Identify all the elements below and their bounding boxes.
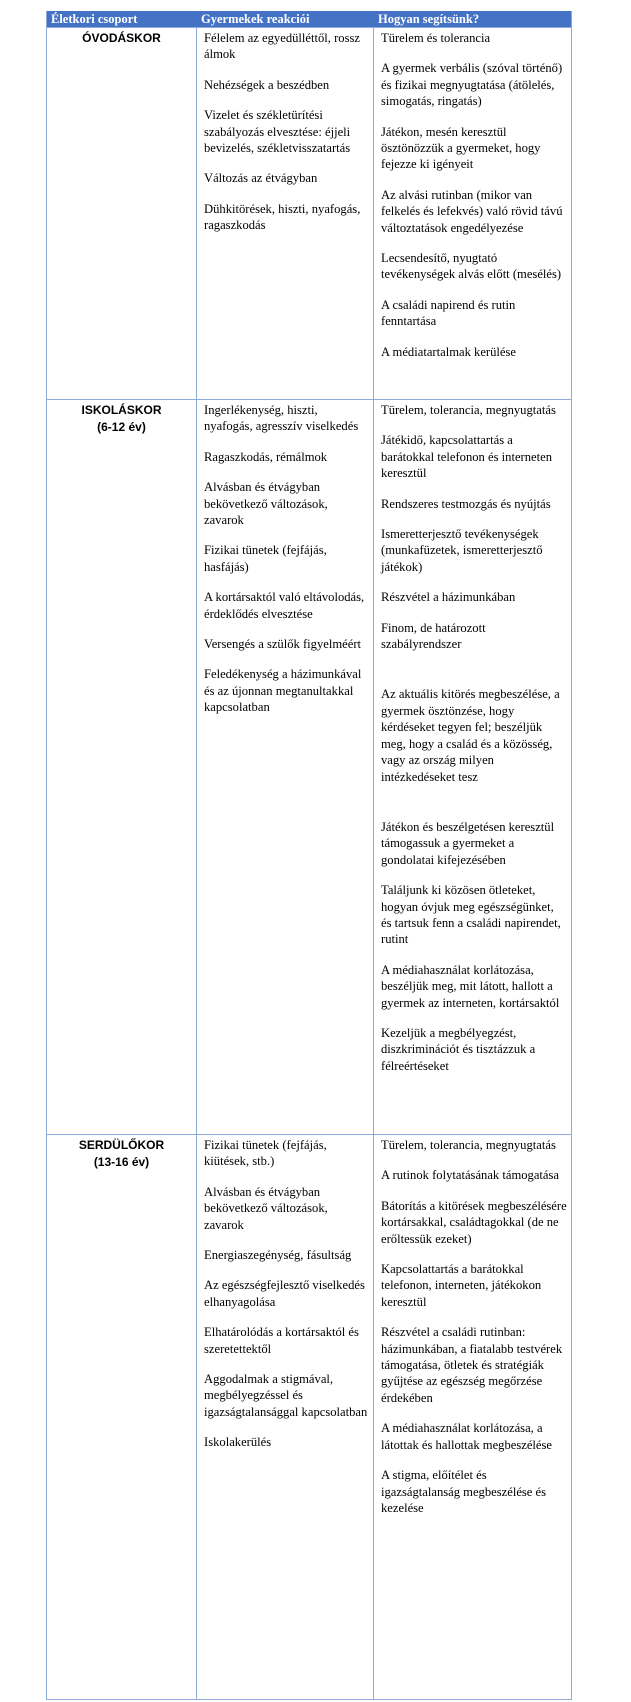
help-item: Az aktuális kitörés megbeszélése, a gyermek ösztönzése, hogy kérdéseket tegyen fel; beszéljük meg, hogy a család és a közösség, vagy az ország milyen intézkedéseket tesz (381, 687, 560, 784)
help-item: A médiahasználat korlátozása, a látottak és hallottak megbeszélése (381, 1421, 552, 1452)
age-range-label: (6-12 év) (97, 420, 146, 434)
help-item: A médiatartalmak kerülése (381, 344, 516, 359)
help-item: A gyermek verbális (szóval történő) és fizikai megnyugtatása (átölelés, simogatás, ringatás) (381, 61, 563, 109)
help-item: Játékon és beszélgetésen keresztül támogassuk a gyermeket a gondolatai kifejezésében (381, 819, 555, 867)
table-row-preschool (47, 27, 571, 399)
table-header (47, 11, 571, 27)
help-item: A médiahasználat korlátozása, beszéljük meg, mit látott, hallott a gyermek az interneten, kortársaktól (381, 962, 560, 1010)
header-children-reactions: Gyermekek reakciói (201, 12, 310, 26)
reactions-cell (197, 400, 374, 1134)
coping-guide-table (46, 11, 572, 1700)
help-item: Türelem, tolerancia, megnyugtatás (381, 1138, 556, 1152)
help-item: Részvétel a házimunkában (381, 590, 516, 605)
help-item: Türelem és tolerancia (381, 31, 491, 45)
age-group-label: SERDÜLŐKOR (78, 1138, 165, 1152)
age-range-label: (13-16 év) (93, 1155, 150, 1169)
age-group-label: ÓVODÁSKOR (82, 31, 161, 45)
help-item: Játékon, mesén keresztül ösztönözzük a gyermeket, hogy fejezze ki igényeit (381, 124, 541, 172)
reaction-item: Dühkitörések, hiszti, nyafogás, ragaszkodás (204, 201, 361, 233)
help-item: A családi napirend és rutin fenntartása (381, 297, 516, 329)
reaction-item: Feledékenység a házimunkával és az újonnan megtanultakkal kapcsolatban (204, 667, 362, 715)
table-row-adolescence (47, 1134, 571, 1699)
help-item: Az alvási rutinban (mikor van felkelés és lefekvés) való rövid távú változtatások engedélyezése (381, 187, 563, 235)
reaction-item: Változás az étvágyban (204, 171, 318, 186)
help-item: Lecsendesítő, nyugtató tevékenységek alvás előtt (mesélés) (381, 251, 562, 282)
reaction-item: Ingerlékenység, hiszti, nyafogás, agresszív viselkedés (204, 403, 359, 434)
reaction-item: Vizelet és székletürítési szabályozás elvesztése: éjjeli bevizelés, székletvisszatartás (204, 108, 351, 156)
reaction-item: Elhatárolódás a kortársaktól és szeretettektől (204, 1325, 359, 1356)
reaction-item: Alvásban és étvágyban bekövetkező változások, zavarok (204, 1184, 328, 1232)
reaction-item: Fizikai tünetek (fejfájás, kiütések, stb.) (204, 1138, 327, 1169)
reaction-item: Fizikai tünetek (fejfájás, hasfájás) (204, 543, 327, 574)
reaction-item: Az egészségfejlesztő viselkedés elhanyagolása (204, 1278, 365, 1309)
reaction-item: Versengés a szülők figyelméért (204, 637, 362, 652)
help-item: Játékidő, kapcsolattartás a barátokkal telefonon és interneten keresztül (381, 433, 552, 481)
reaction-item: Aggodalmak a stigmával, megbélyegzéssel és igazságtalansággal kapcsolatban (204, 1372, 368, 1419)
help-cell (374, 400, 571, 1134)
header-how-to-help: Hogyan segítsünk? (378, 12, 480, 26)
help-item: Kezeljük a megbélyegzést, diszkriminációt és tisztázzuk a félreértéseket (381, 1025, 536, 1073)
help-item: A rutinok folytatásának támogatása (381, 1168, 560, 1183)
help-item: Finom, de határozott szabályrendszer (381, 620, 486, 652)
reaction-item: A kortársaktól való eltávolodás, érdeklődés elvesztése (204, 590, 365, 621)
help-cell (374, 1135, 571, 1699)
reaction-item: Félelem az egyedülléttől, rossz álmok (204, 31, 360, 62)
reaction-item: Ragaszkodás, rémálmok (204, 449, 328, 464)
table-row-school-age (47, 399, 571, 1134)
help-item: Ismeretterjesztő tevékenységek (munkafüzetek, ismeretterjesztő játékok) (381, 527, 543, 574)
help-item: Bátorítás a kitörések megbeszélésére kortársakkal, családtagokkal (de ne erőltessük ezeket) (381, 1198, 567, 1246)
help-item: Türelem, tolerancia, megnyugtatás (381, 403, 556, 417)
help-cell (374, 28, 571, 399)
reactions-cell (197, 28, 374, 399)
age-group-cell (47, 400, 197, 1134)
age-group-label: ISKOLÁSKOR (81, 403, 162, 417)
age-group-cell (47, 28, 197, 399)
reactions-cell (197, 1135, 374, 1699)
help-item: Rendszeres testmozgás és nyújtás (381, 496, 551, 511)
reaction-item: Nehézségek a beszédben (204, 77, 330, 92)
reaction-item: Iskolakerülés (204, 1435, 272, 1450)
age-group-cell (47, 1135, 197, 1699)
help-item: A stigma, előítélet és igazságtalanság megbeszélése és kezelése (381, 1468, 547, 1515)
header-age-group: Életkori csoport (51, 12, 138, 26)
help-item: Részvétel a családi rutinban: házimunkában, a fiatalabb testvérek támogatása, ötletek és stratégiák gyűjtése az egészség megőrzése érdekében (381, 1325, 563, 1405)
help-item: Kapcsolattartás a barátokkal telefonon, interneten, játékokon keresztül (381, 1262, 542, 1309)
reaction-item: Energiaszegénység, fásultság (204, 1248, 352, 1263)
reaction-item: Alvásban és étvágyban bekövetkező változások, zavarok (204, 480, 328, 528)
help-item: Találjunk ki közösen ötleteket, hogyan óvjuk meg egészségünket, és tartsuk fenn a családi napirendet, rutint (381, 883, 561, 947)
